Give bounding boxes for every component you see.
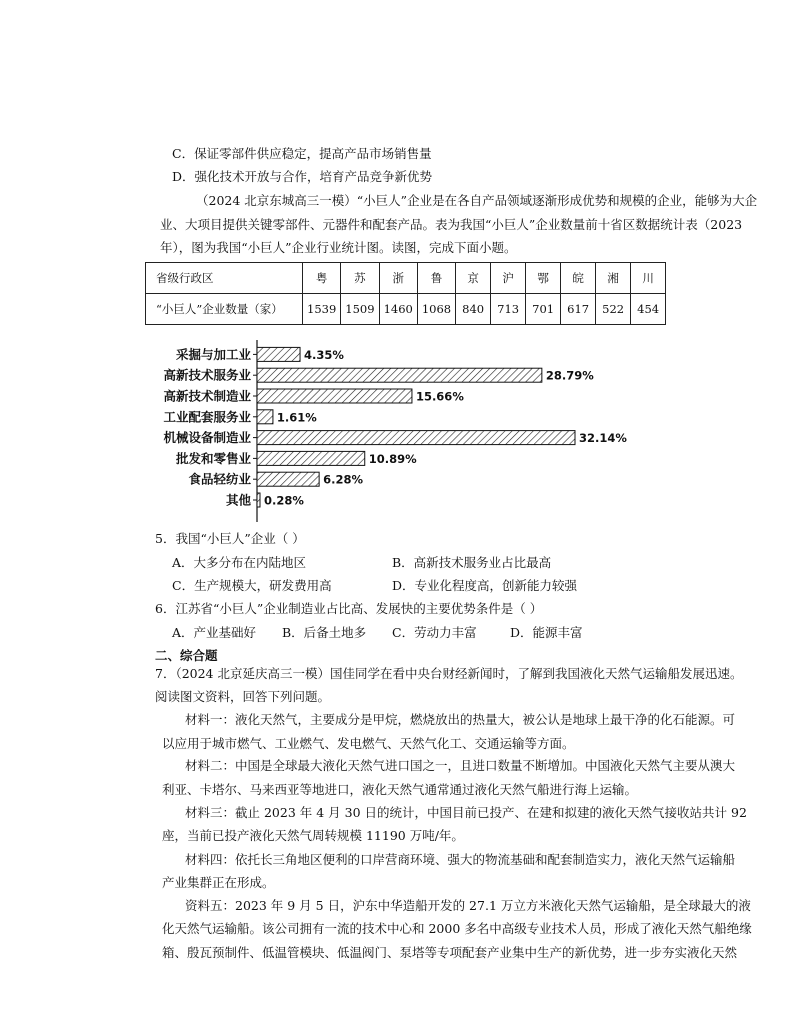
table-cell: 701 (526, 294, 561, 325)
category-label: 批发和零售业 (175, 450, 251, 466)
category-label: 高新技术服务业 (163, 367, 251, 383)
table-cell: 苏 (341, 263, 379, 294)
option-c-prev: C．保证零部件供应稳定，提高产品市场销售量 (172, 146, 432, 161)
table-cell: 湘 (596, 263, 631, 294)
intro-line-2: 业、大项目提供关键零部件、元器件和配套产品。表为我国“小巨人”企业数量前十省区数据统计表（2023 (160, 217, 743, 232)
material-3-line-1: 材料三：截止 2023 年 4 月 30 日的统计，中国目前已投产、在建和拟建的液化天然气接收站共计 92 (185, 805, 747, 820)
data-label: 10.89% (368, 451, 417, 466)
material-1-line-1: 材料一：液化天然气，主要成分是甲烷，燃烧放出的热量大，被公认是地球上最干净的化石能源。可 (185, 712, 736, 727)
material-5-line-2: 化天然气运输船。该公司拥有一流的技术中心和 2000 多名中高级专业技术人员，形成了液化天然气船绝缘 (162, 921, 752, 936)
material-4-line-1: 材料四：依托长三角地区便利的口岸营商环境、强大的物流基础和配套制造实力，液化天然气运输船 (185, 852, 736, 867)
table-cell: 840 (456, 294, 491, 325)
bar (257, 410, 273, 424)
q6-option-c[interactable]: C．劳动力丰富 (392, 625, 477, 640)
q7-line-1: 7．（2024 北京延庆高三一模）国佳同学在看中央台财经新闻时，了解到我国液化天然气运输船发展迅速。 (155, 666, 743, 681)
q6-option-b[interactable]: B．后备土地多 (282, 625, 367, 640)
table-cell: 皖 (561, 263, 596, 294)
data-label: 0.28% (264, 493, 304, 508)
bar (257, 451, 365, 465)
material-1-line-2: 以应用于城市燃气、工业燃气、发电燃气、天然气化工、交通运输等方面。 (162, 736, 575, 751)
table-cell: 京 (456, 263, 491, 294)
q5-option-d[interactable]: D．专业化程度高，创新能力较强 (392, 578, 578, 593)
material-2-line-2: 利亚、卡塔尔、马来西亚等地进口，液化天然气通常通过液化天然气船进行海上运输。 (162, 782, 638, 797)
table-cell: 617 (561, 294, 596, 325)
category-label: 高新技术制造业 (163, 388, 251, 404)
table-cell: 浙 (379, 263, 417, 294)
table-row (146, 263, 666, 294)
material-5-line-3: 箱、殷瓦预制件、低温管模块、低温阀门、泵塔等专项配套产业集中生产的新优势，进一步夯实液化天然 (162, 945, 738, 960)
table-cell: 522 (596, 294, 631, 325)
table-cell: 1068 (417, 294, 455, 325)
table-cell: 川 (631, 263, 666, 294)
intro-line-1: （2024 北京东城高三一模）“小巨人”企业是在各自产品领域逐渐形成优势和规模的企业，能够为大企 (196, 193, 758, 208)
category-label: 食品轻纺业 (188, 471, 251, 487)
bar (257, 493, 260, 507)
q6-option-d[interactable]: D．能源丰富 (510, 625, 583, 640)
table-cell: 1460 (379, 294, 417, 325)
q5-option-c[interactable]: C．生产规模大，研发费用高 (172, 578, 332, 593)
q6-option-a[interactable]: A．产业基础好 (172, 625, 257, 640)
bar (257, 472, 319, 486)
table-cell: 454 (631, 294, 666, 325)
data-label: 28.79% (545, 368, 594, 383)
table-cell: 沪 (491, 263, 526, 294)
material-2-line-1: 材料二：中国是全球最大液化天然气进口国之一，且进口数量不断增加。中国液化天然气主要从澳大 (185, 758, 736, 773)
material-3-line-2: 座，当前已投产液化天然气周转规模 11190 万吨/年。 (162, 828, 464, 843)
table-row (146, 294, 666, 325)
q5-stem: 5．我国“小巨人”企业（ ） (155, 531, 305, 546)
category-label: 工业配套服务业 (163, 409, 251, 425)
section-heading: 二、综合题 (155, 648, 218, 663)
table-cell: 鲁 (417, 263, 455, 294)
data-label: 4.35% (304, 347, 344, 362)
data-label: 6.28% (323, 472, 364, 487)
intro-line-3: 年），图为我国“小巨人”企业行业统计图。读图，完成下面小题。 (160, 240, 517, 255)
table-cell: 1539 (303, 294, 341, 325)
bar (257, 347, 300, 361)
q5-option-a[interactable]: A．大多分布在内陆地区 (172, 555, 307, 570)
table-row-label: “小巨人”企业数量（家） (146, 294, 303, 325)
q7-line-2: 阅读图文资料，回答下列问题。 (155, 689, 331, 704)
industry-bar-chart (150, 340, 627, 526)
category-label: 其他 (225, 492, 251, 508)
table-header-label: 省级行政区 (146, 263, 303, 294)
bar (257, 389, 412, 403)
table-cell: 鄂 (526, 263, 561, 294)
data-label: 15.66% (415, 389, 464, 404)
q5-option-b[interactable]: B．高新技术服务业占比最高 (392, 555, 552, 570)
data-label: 32.14% (579, 431, 627, 446)
category-label: 机械设备制造业 (163, 430, 251, 446)
bar (257, 368, 542, 382)
table-cell: 1509 (341, 294, 379, 325)
q6-stem: 6．江苏省“小巨人”企业制造业占比高、发展快的主要优势条件是（ ） (155, 601, 543, 616)
category-label: 采掘与加工业 (175, 346, 251, 362)
province-table (145, 262, 666, 325)
material-4-line-2: 产业集群正在形成。 (162, 875, 275, 890)
option-d-prev: D．强化技术开放与合作，培育产品竞争新优势 (172, 169, 433, 184)
table-cell: 713 (491, 294, 526, 325)
material-5-line-1: 资料五：2023 年 9 月 5 日，沪东中华造船开发的 27.1 万立方米液化天然气运输船，是全球最大的液 (185, 898, 751, 913)
bar (257, 431, 575, 445)
data-label: 1.61% (276, 410, 317, 425)
table-cell: 粤 (303, 263, 341, 294)
